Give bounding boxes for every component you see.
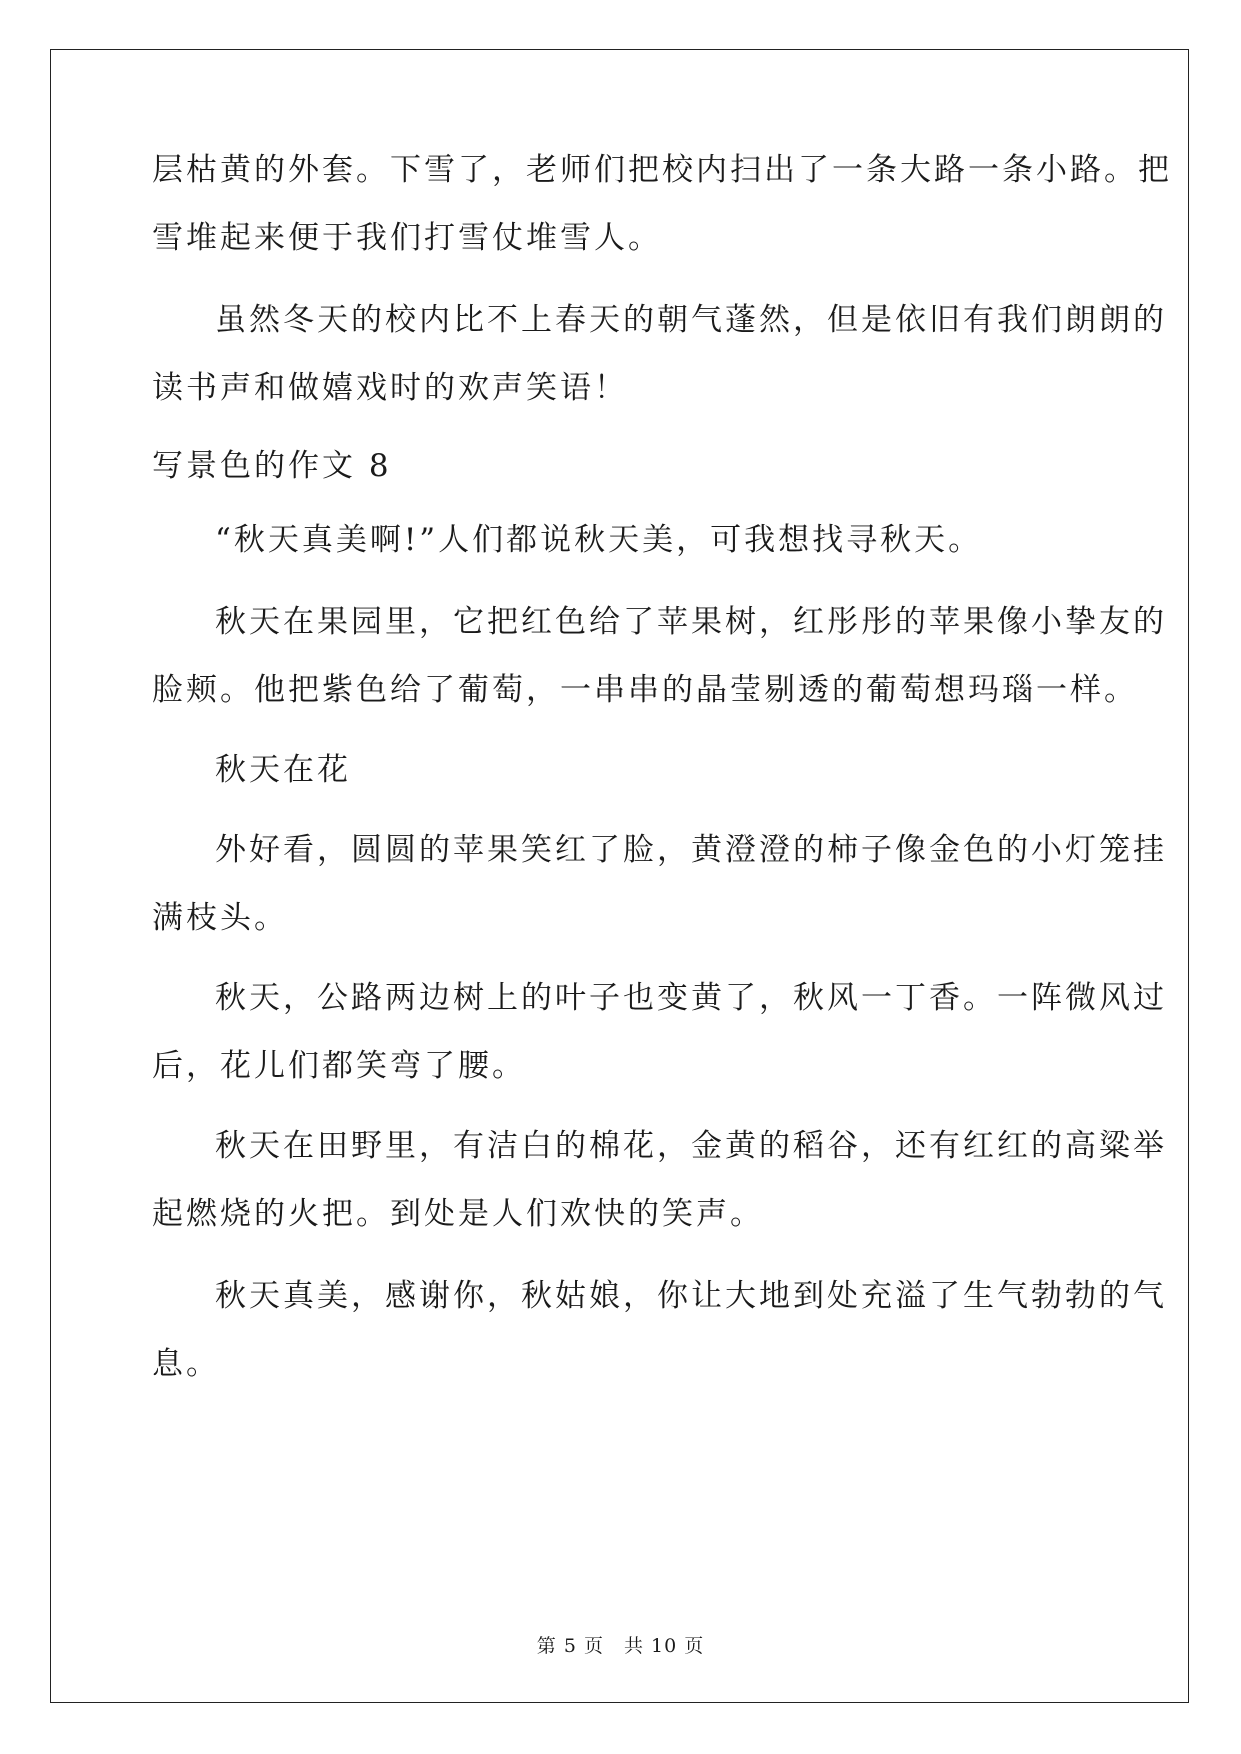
paragraph-line: 雪堆起来便于我们打雪仗堆雪人。 — [152, 220, 662, 256]
paragraph-line: 秋天，公路两边树上的叶子也变黄了，秋风一丁香。一阵微风过 — [215, 980, 1167, 1016]
paragraph-line: 息。 — [152, 1346, 220, 1382]
paragraph-line: “秋天真美啊!”人们都说秋天美，可我想找寻秋天。 — [215, 522, 983, 558]
paragraph-line: 后，花儿们都笑弯了腰。 — [152, 1048, 526, 1084]
paragraph-line: 秋天在田野里，有洁白的棉花，金黄的稻谷，还有红红的高粱举 — [215, 1128, 1167, 1164]
paragraph-line: 读书声和做嬉戏时的欢声笑语！ — [152, 370, 628, 406]
paragraph-line: 秋天在果园里，它把红色给了苹果树，红彤彤的苹果像小挚友的 — [215, 604, 1167, 640]
paragraph-line: 层枯黄的外套。下雪了，老师们把校内扫出了一条大路一条小路。把 — [152, 152, 1172, 188]
paragraph-line: 虽然冬天的校内比不上春天的朝气蓬然，但是依旧有我们朗朗的 — [215, 302, 1167, 338]
paragraph-line: 外好看，圆圆的苹果笑红了脸，黄澄澄的柿子像金色的小灯笼挂 — [215, 832, 1167, 868]
section-heading: 写景色的作文 8 — [152, 448, 392, 484]
paragraph-line: 起燃烧的火把。到处是人们欢快的笑声。 — [152, 1196, 764, 1232]
paragraph-line: 秋天真美，感谢你，秋姑娘，你让大地到处充溢了生气勃勃的气 — [215, 1278, 1167, 1314]
page-border — [50, 49, 1189, 1703]
paragraph-line: 满枝头。 — [152, 900, 288, 936]
paragraph-line: 秋天在花 — [215, 752, 351, 788]
paragraph-line: 脸颊。他把紫色给了葡萄，一串串的晶莹剔透的葡萄想玛瑙一样。 — [152, 672, 1138, 708]
page-number-footer: 第 5 页 共 10 页 — [536, 1635, 705, 1657]
